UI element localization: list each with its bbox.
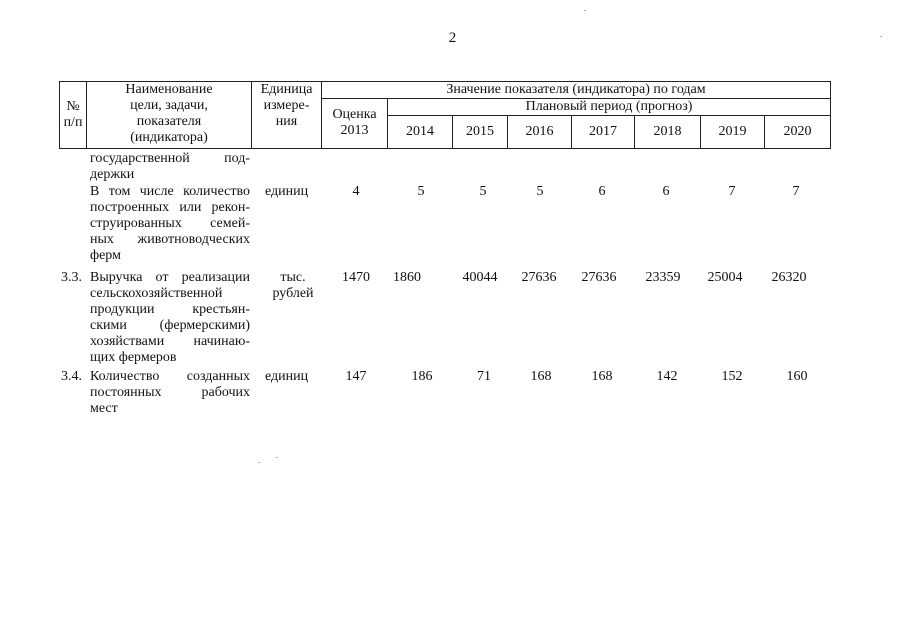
row-name: В том числе количество построенных или рекон- струированных семей- ных животноводческих ферм <box>90 184 250 263</box>
year-header: 2018 <box>653 124 682 139</box>
row-number: 3.3. <box>61 270 82 285</box>
values-title: Значение показателя (индикатора) по годам <box>446 82 706 97</box>
year-header: 2016 <box>525 124 554 139</box>
row-value: 27636 <box>521 270 557 285</box>
row-name: Выручка от реализации сельскохозяйственной продукции крестьян- скими (фермерскими) хозяйствами начинаю- щих фермеров <box>90 270 250 365</box>
scan-speck <box>584 10 586 11</box>
col-unit-header: Единица измере- ния <box>260 82 313 129</box>
row-value: 27636 <box>581 270 617 285</box>
row-value: 7 <box>792 184 800 199</box>
col-name-header: Наименование цели, задачи, показателя (индикатора) <box>125 82 213 145</box>
row-value: 23359 <box>645 270 681 285</box>
row-unit: тыс. рублей <box>272 270 314 301</box>
row-value: 25004 <box>707 270 743 285</box>
row-value: 5 <box>417 184 425 199</box>
row-value: 168 <box>530 369 552 384</box>
scan-speck <box>258 462 260 463</box>
row-value: 6 <box>662 184 670 199</box>
scan-speck <box>276 457 278 458</box>
row-value: 1860 <box>393 270 421 285</box>
row-value: 6 <box>598 184 606 199</box>
col-num-header: № п/п <box>63 99 83 130</box>
row-name: Количество созданных постоянных рабочих мест <box>90 369 250 416</box>
year-header: 2015 <box>466 124 494 139</box>
row-value: 142 <box>656 369 678 384</box>
row-value: 5 <box>536 184 544 199</box>
page-number: 2 <box>448 30 457 46</box>
row-value: 7 <box>728 184 736 199</box>
year-header: 2014 <box>406 124 434 139</box>
estimate-header: Оценка 2013 <box>332 107 377 138</box>
year-header: 2019 <box>718 124 747 139</box>
row-value: 160 <box>786 369 808 384</box>
row-value: 4 <box>352 184 360 199</box>
scan-speck <box>880 36 882 37</box>
row-number: 3.4. <box>61 369 82 384</box>
row-value: 5 <box>479 184 487 199</box>
row-value: 152 <box>721 369 743 384</box>
plan-title: Плановый период (прогноз) <box>525 99 693 114</box>
row-value: 71 <box>477 369 491 384</box>
row-value: 147 <box>345 369 367 384</box>
row-name: государственной под- держки <box>90 151 250 182</box>
row-value: 26320 <box>771 270 807 285</box>
row-value: 1470 <box>342 270 370 285</box>
row-value: 186 <box>411 369 433 384</box>
year-header: 2017 <box>589 124 617 139</box>
table-header <box>59 81 831 149</box>
row-value: 168 <box>591 369 613 384</box>
row-unit: единиц <box>265 369 309 384</box>
row-unit: единиц <box>265 184 309 199</box>
year-header: 2020 <box>783 124 812 139</box>
row-value: 40044 <box>462 270 498 285</box>
